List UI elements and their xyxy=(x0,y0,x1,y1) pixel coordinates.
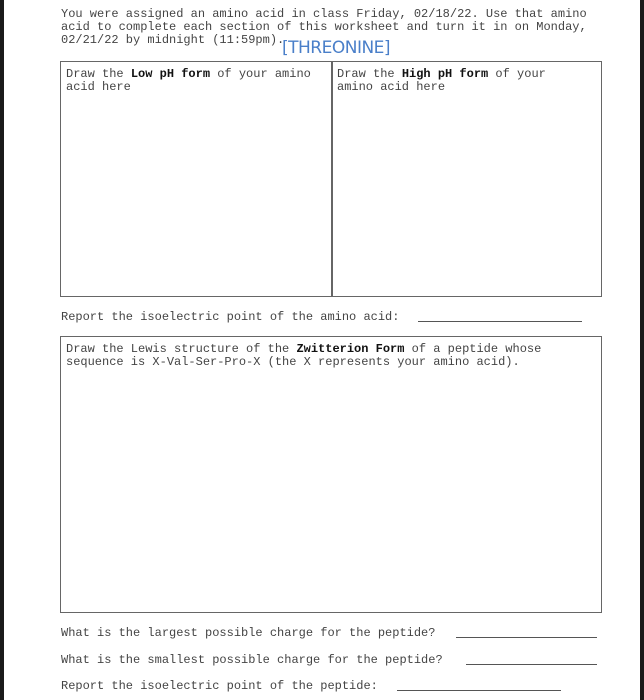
peptide-isoelectric-question: Report the isoelectric point of the peptide: xyxy=(61,679,378,693)
smallest-charge-answer-line[interactable] xyxy=(466,664,597,665)
zwitterion-prompt: Draw the Lewis structure of the Zwitterion Form of a peptide whose xyxy=(66,342,542,356)
left-page-edge xyxy=(0,0,4,700)
amino-isoelectric-label: Report the isoelectric point of the amino acid: xyxy=(61,310,400,324)
right-page-edge xyxy=(640,0,644,700)
low-ph-prompt: Draw the Low pH form of your amino xyxy=(66,67,311,81)
zwitterion-prompt-line-2: sequence is X-Val-Ser-Pro-X (the X represents your amino acid). xyxy=(66,355,520,369)
intro-line-2: acid to complete each section of this worksheet and turn it in on Monday, xyxy=(61,20,587,34)
intro-line-3: 02/21/22 by midnight (11:59pm). xyxy=(61,33,285,47)
low-ph-prompt-line-2: acid here xyxy=(66,80,131,94)
high-ph-prompt-line-2: amino acid here xyxy=(337,80,446,94)
smallest-charge-question: What is the smallest possible charge for the peptide? xyxy=(61,653,443,667)
handwritten-answer: [THREONINE] xyxy=(282,38,391,58)
low-ph-drawing-box[interactable] xyxy=(60,61,333,297)
largest-charge-question: What is the largest possible charge for the peptide? xyxy=(61,626,436,640)
intro-line-1: You were assigned an amino acid in class Friday, 02/18/22. Use that amino xyxy=(61,7,587,21)
high-ph-drawing-box[interactable] xyxy=(331,61,602,297)
zwitterion-drawing-box[interactable] xyxy=(60,336,602,613)
high-ph-prompt: Draw the High pH form of your xyxy=(337,67,546,81)
largest-charge-answer-line[interactable] xyxy=(456,637,597,638)
peptide-isoelectric-answer-line[interactable] xyxy=(397,690,561,691)
amino-isoelectric-answer-line[interactable] xyxy=(418,321,582,322)
